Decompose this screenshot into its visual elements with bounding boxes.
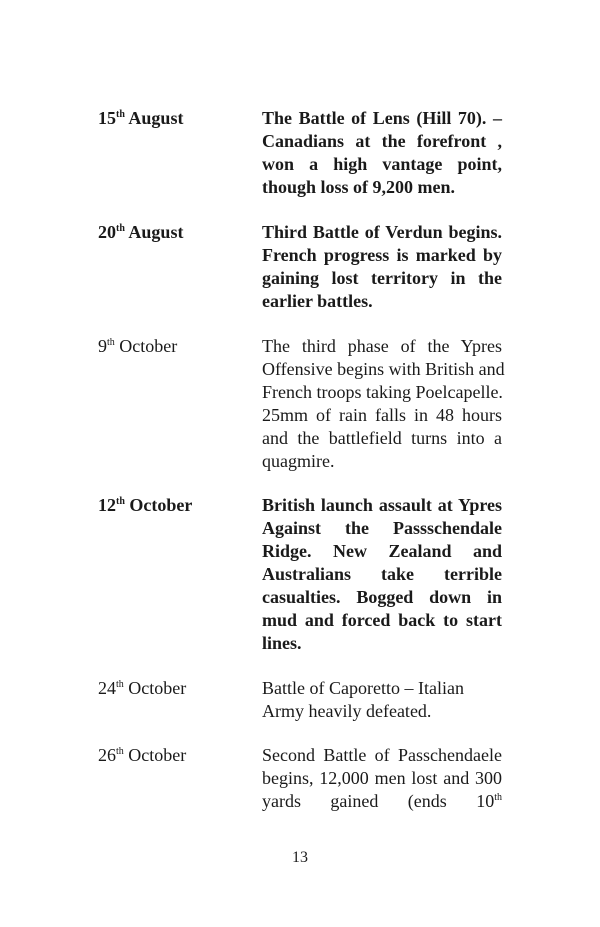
description-line: won a high vantage point, <box>262 154 502 174</box>
description-line: gaining lost territory in the <box>262 268 502 288</box>
description-line: Offensive begins with British and <box>262 359 505 379</box>
description-line: earlier battles. <box>262 291 373 311</box>
entry-date: 24th October <box>98 678 187 698</box>
entry-date: 15th August <box>98 108 184 128</box>
description-line: The third phase of the Ypres <box>262 336 502 356</box>
description-line: and the battlefield turns into a <box>262 428 502 448</box>
description-line: yards gained (ends 10th <box>262 791 502 811</box>
description-line: Canadians at the forefront , <box>262 131 502 151</box>
description-line: French progress is marked by <box>262 245 502 265</box>
page-number: 13 <box>292 849 308 866</box>
entry-description <box>262 494 502 655</box>
entry-description <box>262 677 502 723</box>
entry-date: 20th August <box>98 222 184 242</box>
entry-description <box>262 221 502 313</box>
description-line: Second Battle of Passchendaele <box>262 745 502 765</box>
description-line: though loss of 9,200 men. <box>262 177 456 197</box>
description-line: quagmire. <box>262 451 335 471</box>
description-line: Army heavily defeated. <box>262 701 432 721</box>
entry-date: 9th October <box>98 336 178 356</box>
description-line: 25mm of rain falls in 48 hours <box>262 405 502 425</box>
description-line: Ridge. New Zealand and <box>262 541 502 561</box>
description-line: Australians take terrible <box>262 564 502 584</box>
entry-date: 12th October <box>98 495 193 515</box>
description-line: British launch assault at Ypres <box>262 495 502 515</box>
description-line: mud and forced back to start <box>262 610 502 630</box>
description-line: begins, 12,000 men lost and 300 <box>262 768 502 788</box>
entry-description <box>262 335 505 473</box>
description-line: lines. <box>262 633 302 653</box>
description-line: Against the Passschendale <box>262 518 502 538</box>
description-line: Third Battle of Verdun begins. <box>262 222 502 242</box>
description-line: casualties. Bogged down in <box>262 587 502 607</box>
entry-date: 26th October <box>98 745 187 765</box>
description-line: Battle of Caporetto – Italian <box>262 678 464 698</box>
description-line: French troops taking Poelcapelle. <box>262 382 503 402</box>
entry-description <box>262 107 502 199</box>
entry-description <box>262 744 502 813</box>
description-line: The Battle of Lens (Hill 70). – <box>262 108 502 128</box>
